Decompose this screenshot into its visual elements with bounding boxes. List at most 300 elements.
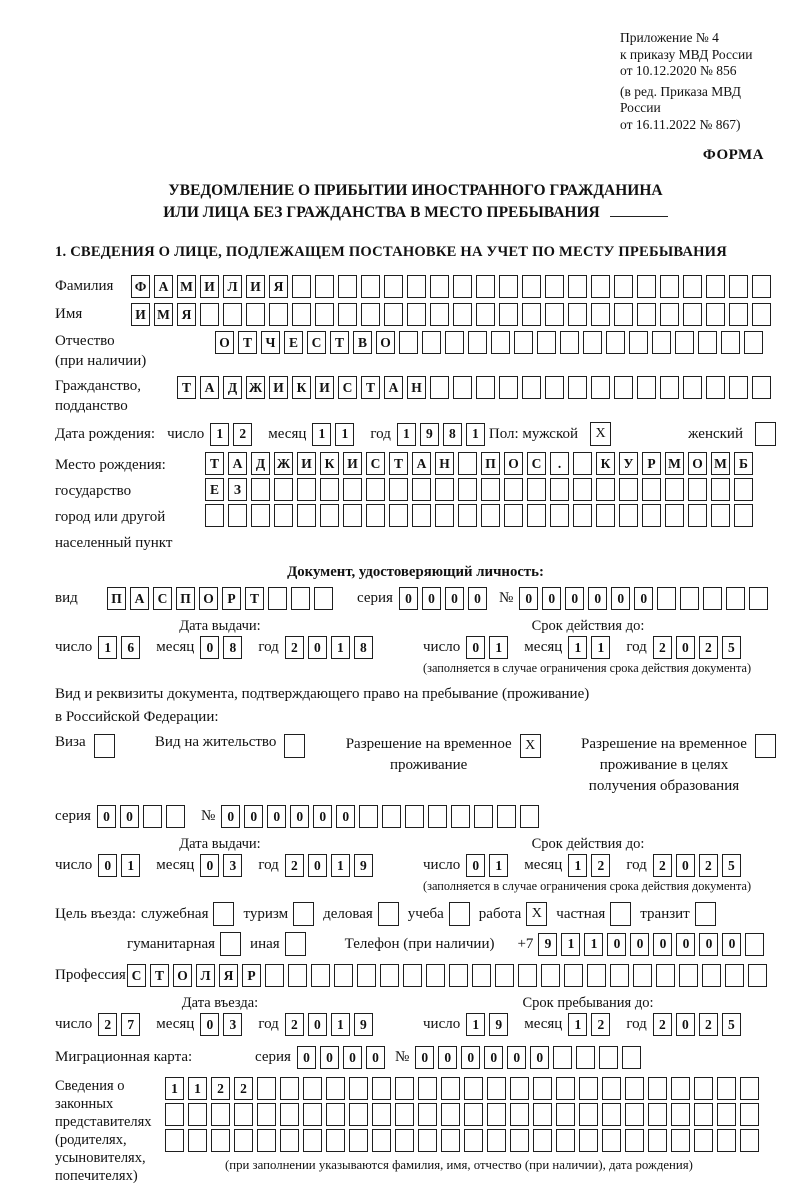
char-cell[interactable]: 2 <box>234 1077 253 1100</box>
char-cell[interactable]: 0 <box>200 854 219 877</box>
char-cell[interactable]: 5 <box>722 1013 741 1036</box>
char-cell[interactable] <box>343 504 362 527</box>
char-cell[interactable]: С <box>366 452 385 475</box>
char-cell[interactable]: 1 <box>331 854 350 877</box>
char-cell[interactable]: 0 <box>676 1013 695 1036</box>
char-cell[interactable] <box>683 275 702 298</box>
char-cell[interactable]: 0 <box>634 587 653 610</box>
char-cell[interactable] <box>596 504 615 527</box>
char-cell[interactable] <box>619 478 638 501</box>
char-cell[interactable]: Р <box>222 587 241 610</box>
char-cell[interactable] <box>504 504 523 527</box>
char-cell[interactable] <box>251 478 270 501</box>
char-cell[interactable]: 1 <box>210 423 229 446</box>
char-cell[interactable] <box>625 1103 644 1126</box>
char-cell[interactable]: 0 <box>308 854 327 877</box>
char-cell[interactable] <box>366 478 385 501</box>
char-cell[interactable] <box>430 275 449 298</box>
char-cell[interactable] <box>357 964 376 987</box>
char-cell[interactable]: Б <box>734 452 753 475</box>
char-cell[interactable]: 8 <box>443 423 462 446</box>
char-cell[interactable]: 0 <box>607 933 626 956</box>
char-cell[interactable]: 2 <box>591 1013 610 1036</box>
char-cell[interactable] <box>472 964 491 987</box>
char-cell[interactable] <box>372 1077 391 1100</box>
char-cell[interactable]: 0 <box>98 854 117 877</box>
char-cell[interactable]: 1 <box>568 854 587 877</box>
char-cell[interactable]: 8 <box>354 636 373 659</box>
char-cell[interactable]: 1 <box>165 1077 184 1100</box>
char-cell[interactable] <box>721 331 740 354</box>
char-cell[interactable]: С <box>153 587 172 610</box>
char-cell[interactable] <box>545 303 564 326</box>
char-cell[interactable]: 2 <box>699 854 718 877</box>
char-cell[interactable] <box>629 331 648 354</box>
char-cell[interactable] <box>752 275 771 298</box>
char-cell[interactable]: 0 <box>565 587 584 610</box>
char-cell[interactable] <box>614 376 633 399</box>
char-cell[interactable] <box>384 303 403 326</box>
char-cell[interactable]: 5 <box>722 854 741 877</box>
char-cell[interactable] <box>591 303 610 326</box>
char-cell[interactable] <box>491 331 510 354</box>
char-cell[interactable] <box>326 1129 345 1152</box>
char-cell[interactable]: Ч <box>261 331 280 354</box>
char-cell[interactable] <box>602 1077 621 1100</box>
char-cell[interactable] <box>251 504 270 527</box>
char-cell[interactable] <box>694 1129 713 1152</box>
char-cell[interactable] <box>143 805 162 828</box>
char-cell[interactable]: 2 <box>591 854 610 877</box>
char-cell[interactable] <box>338 303 357 326</box>
char-cell[interactable] <box>545 275 564 298</box>
char-cell[interactable] <box>412 504 431 527</box>
char-cell[interactable] <box>633 964 652 987</box>
char-cell[interactable] <box>729 275 748 298</box>
char-cell[interactable] <box>660 376 679 399</box>
char-cell[interactable]: Я <box>177 303 196 326</box>
char-cell[interactable] <box>399 331 418 354</box>
char-cell[interactable] <box>625 1129 644 1152</box>
char-cell[interactable] <box>680 587 699 610</box>
char-cell[interactable] <box>752 376 771 399</box>
char-cell[interactable]: 0 <box>676 636 695 659</box>
char-cell[interactable] <box>280 1129 299 1152</box>
char-cell[interactable] <box>435 478 454 501</box>
char-cell[interactable] <box>537 331 556 354</box>
char-cell[interactable]: 0 <box>542 587 561 610</box>
char-cell[interactable]: В <box>353 331 372 354</box>
char-cell[interactable] <box>573 452 592 475</box>
char-cell[interactable] <box>395 1103 414 1126</box>
char-cell[interactable] <box>748 964 767 987</box>
char-cell[interactable] <box>499 303 518 326</box>
char-cell[interactable]: А <box>130 587 149 610</box>
char-cell[interactable] <box>372 1103 391 1126</box>
char-cell[interactable]: И <box>200 275 219 298</box>
char-cell[interactable]: 2 <box>98 1013 117 1036</box>
purpose-other-checkbox[interactable] <box>285 932 306 956</box>
purpose-official-checkbox[interactable] <box>213 902 234 926</box>
char-cell[interactable]: И <box>269 376 288 399</box>
char-cell[interactable] <box>533 1077 552 1100</box>
char-cell[interactable]: 0 <box>366 1046 385 1069</box>
char-cell[interactable] <box>257 1129 276 1152</box>
char-cell[interactable]: Е <box>284 331 303 354</box>
char-cell[interactable] <box>702 964 721 987</box>
char-cell[interactable]: И <box>246 275 265 298</box>
char-cell[interactable]: Д <box>223 376 242 399</box>
char-cell[interactable] <box>166 805 185 828</box>
char-cell[interactable] <box>683 303 702 326</box>
purpose-business-checkbox[interactable] <box>378 902 399 926</box>
char-cell[interactable] <box>657 587 676 610</box>
char-cell[interactable] <box>474 805 493 828</box>
char-cell[interactable] <box>395 1129 414 1152</box>
char-cell[interactable] <box>269 303 288 326</box>
char-cell[interactable] <box>384 275 403 298</box>
char-cell[interactable] <box>292 303 311 326</box>
char-cell[interactable] <box>660 303 679 326</box>
char-cell[interactable]: 2 <box>285 854 304 877</box>
char-cell[interactable] <box>688 478 707 501</box>
char-cell[interactable]: 1 <box>489 636 508 659</box>
char-cell[interactable] <box>556 1129 575 1152</box>
char-cell[interactable]: 0 <box>653 933 672 956</box>
char-cell[interactable] <box>510 1103 529 1126</box>
char-cell[interactable]: П <box>176 587 195 610</box>
char-cell[interactable] <box>591 275 610 298</box>
char-cell[interactable] <box>573 504 592 527</box>
char-cell[interactable]: О <box>504 452 523 475</box>
char-cell[interactable]: 1 <box>591 636 610 659</box>
char-cell[interactable]: М <box>177 275 196 298</box>
char-cell[interactable]: Т <box>389 452 408 475</box>
char-cell[interactable] <box>476 303 495 326</box>
char-cell[interactable] <box>464 1103 483 1126</box>
char-cell[interactable] <box>430 303 449 326</box>
char-cell[interactable] <box>481 504 500 527</box>
char-cell[interactable]: 9 <box>354 854 373 877</box>
char-cell[interactable] <box>744 331 763 354</box>
char-cell[interactable]: 2 <box>653 1013 672 1036</box>
char-cell[interactable]: 3 <box>223 1013 242 1036</box>
char-cell[interactable]: 2 <box>699 1013 718 1036</box>
sex-female-checkbox[interactable] <box>755 422 776 446</box>
char-cell[interactable] <box>165 1129 184 1152</box>
char-cell[interactable] <box>740 1077 759 1100</box>
char-cell[interactable]: И <box>131 303 150 326</box>
char-cell[interactable] <box>740 1129 759 1152</box>
char-cell[interactable] <box>315 303 334 326</box>
char-cell[interactable]: 0 <box>297 1046 316 1069</box>
char-cell[interactable] <box>587 964 606 987</box>
char-cell[interactable] <box>349 1103 368 1126</box>
char-cell[interactable] <box>749 587 768 610</box>
char-cell[interactable]: 0 <box>630 933 649 956</box>
char-cell[interactable] <box>560 331 579 354</box>
char-cell[interactable] <box>514 331 533 354</box>
char-cell[interactable]: 7 <box>121 1013 140 1036</box>
char-cell[interactable]: Ж <box>246 376 265 399</box>
char-cell[interactable]: 2 <box>233 423 252 446</box>
char-cell[interactable]: 0 <box>97 805 116 828</box>
char-cell[interactable] <box>338 275 357 298</box>
char-cell[interactable]: 1 <box>331 636 350 659</box>
char-cell[interactable] <box>520 805 539 828</box>
char-cell[interactable] <box>288 964 307 987</box>
char-cell[interactable] <box>675 331 694 354</box>
char-cell[interactable]: 0 <box>519 587 538 610</box>
char-cell[interactable] <box>200 303 219 326</box>
char-cell[interactable]: С <box>338 376 357 399</box>
char-cell[interactable] <box>703 587 722 610</box>
char-cell[interactable]: З <box>228 478 247 501</box>
char-cell[interactable] <box>706 303 725 326</box>
char-cell[interactable]: Н <box>407 376 426 399</box>
char-cell[interactable] <box>671 1103 690 1126</box>
purpose-private-checkbox[interactable] <box>610 902 631 926</box>
char-cell[interactable]: 0 <box>466 854 485 877</box>
char-cell[interactable] <box>671 1077 690 1100</box>
char-cell[interactable] <box>622 1046 641 1069</box>
char-cell[interactable] <box>453 275 472 298</box>
char-cell[interactable] <box>550 504 569 527</box>
char-cell[interactable] <box>464 1129 483 1152</box>
char-cell[interactable] <box>625 1077 644 1100</box>
char-cell[interactable]: А <box>154 275 173 298</box>
char-cell[interactable] <box>568 376 587 399</box>
char-cell[interactable] <box>314 587 333 610</box>
char-cell[interactable] <box>504 478 523 501</box>
char-cell[interactable]: 2 <box>699 636 718 659</box>
char-cell[interactable] <box>518 964 537 987</box>
char-cell[interactable]: 0 <box>244 805 263 828</box>
char-cell[interactable]: 9 <box>538 933 557 956</box>
char-cell[interactable] <box>268 587 287 610</box>
char-cell[interactable]: 0 <box>676 933 695 956</box>
char-cell[interactable] <box>683 376 702 399</box>
char-cell[interactable] <box>637 275 656 298</box>
char-cell[interactable] <box>510 1077 529 1100</box>
char-cell[interactable] <box>366 504 385 527</box>
char-cell[interactable] <box>487 1103 506 1126</box>
char-cell[interactable] <box>573 478 592 501</box>
char-cell[interactable]: Л <box>196 964 215 987</box>
char-cell[interactable] <box>407 303 426 326</box>
purpose-work-checkbox[interactable]: X <box>526 902 547 926</box>
char-cell[interactable]: 1 <box>466 1013 485 1036</box>
char-cell[interactable] <box>349 1129 368 1152</box>
char-cell[interactable] <box>541 964 560 987</box>
char-cell[interactable]: К <box>292 376 311 399</box>
char-cell[interactable] <box>445 331 464 354</box>
char-cell[interactable]: 6 <box>121 636 140 659</box>
char-cell[interactable] <box>568 275 587 298</box>
char-cell[interactable]: 0 <box>415 1046 434 1069</box>
char-cell[interactable] <box>606 331 625 354</box>
char-cell[interactable] <box>311 964 330 987</box>
char-cell[interactable] <box>527 504 546 527</box>
char-cell[interactable] <box>648 1077 667 1100</box>
char-cell[interactable] <box>449 964 468 987</box>
char-cell[interactable]: 1 <box>489 854 508 877</box>
char-cell[interactable] <box>234 1129 253 1152</box>
char-cell[interactable] <box>211 1129 230 1152</box>
char-cell[interactable]: 0 <box>722 933 741 956</box>
purpose-tourism-checkbox[interactable] <box>293 902 314 926</box>
char-cell[interactable] <box>510 1129 529 1152</box>
char-cell[interactable]: 0 <box>200 636 219 659</box>
char-cell[interactable]: Т <box>361 376 380 399</box>
char-cell[interactable]: Т <box>150 964 169 987</box>
char-cell[interactable]: 0 <box>267 805 286 828</box>
char-cell[interactable] <box>223 303 242 326</box>
char-cell[interactable]: Д <box>251 452 270 475</box>
char-cell[interactable] <box>711 504 730 527</box>
char-cell[interactable] <box>418 1077 437 1100</box>
char-cell[interactable] <box>614 303 633 326</box>
char-cell[interactable] <box>453 303 472 326</box>
char-cell[interactable] <box>205 504 224 527</box>
char-cell[interactable] <box>614 275 633 298</box>
char-cell[interactable]: Ж <box>274 452 293 475</box>
char-cell[interactable]: 1 <box>98 636 117 659</box>
char-cell[interactable] <box>359 805 378 828</box>
char-cell[interactable] <box>706 275 725 298</box>
char-cell[interactable]: 0 <box>221 805 240 828</box>
char-cell[interactable]: 0 <box>313 805 332 828</box>
char-cell[interactable]: 9 <box>420 423 439 446</box>
char-cell[interactable]: 5 <box>722 636 741 659</box>
char-cell[interactable] <box>188 1129 207 1152</box>
char-cell[interactable] <box>487 1077 506 1100</box>
char-cell[interactable] <box>476 275 495 298</box>
char-cell[interactable]: 1 <box>568 1013 587 1036</box>
char-cell[interactable] <box>652 331 671 354</box>
char-cell[interactable]: М <box>665 452 684 475</box>
char-cell[interactable] <box>602 1103 621 1126</box>
residence-permit-checkbox[interactable] <box>284 734 305 758</box>
char-cell[interactable]: 1 <box>466 423 485 446</box>
char-cell[interactable]: А <box>384 376 403 399</box>
char-cell[interactable] <box>579 1077 598 1100</box>
char-cell[interactable] <box>343 478 362 501</box>
char-cell[interactable]: А <box>412 452 431 475</box>
char-cell[interactable] <box>292 275 311 298</box>
char-cell[interactable] <box>648 1129 667 1152</box>
char-cell[interactable] <box>734 504 753 527</box>
char-cell[interactable]: Т <box>205 452 224 475</box>
purpose-study-checkbox[interactable] <box>449 902 470 926</box>
char-cell[interactable]: О <box>376 331 395 354</box>
char-cell[interactable] <box>545 376 564 399</box>
char-cell[interactable] <box>428 805 447 828</box>
char-cell[interactable] <box>422 331 441 354</box>
char-cell[interactable]: 1 <box>188 1077 207 1100</box>
char-cell[interactable]: С <box>127 964 146 987</box>
char-cell[interactable] <box>257 1077 276 1100</box>
char-cell[interactable] <box>361 275 380 298</box>
char-cell[interactable]: М <box>711 452 730 475</box>
char-cell[interactable] <box>315 275 334 298</box>
char-cell[interactable] <box>656 964 675 987</box>
char-cell[interactable] <box>274 478 293 501</box>
char-cell[interactable]: 1 <box>584 933 603 956</box>
char-cell[interactable]: Т <box>177 376 196 399</box>
char-cell[interactable] <box>326 1077 345 1100</box>
char-cell[interactable]: К <box>320 452 339 475</box>
char-cell[interactable] <box>441 1103 460 1126</box>
char-cell[interactable] <box>468 331 487 354</box>
char-cell[interactable]: И <box>343 452 362 475</box>
char-cell[interactable]: П <box>481 452 500 475</box>
char-cell[interactable]: 9 <box>354 1013 373 1036</box>
char-cell[interactable]: 0 <box>445 587 464 610</box>
char-cell[interactable]: С <box>527 452 546 475</box>
char-cell[interactable]: 2 <box>285 636 304 659</box>
char-cell[interactable] <box>583 331 602 354</box>
char-cell[interactable] <box>637 376 656 399</box>
char-cell[interactable] <box>418 1103 437 1126</box>
char-cell[interactable] <box>481 478 500 501</box>
char-cell[interactable]: Р <box>242 964 261 987</box>
char-cell[interactable] <box>610 964 629 987</box>
char-cell[interactable]: 0 <box>507 1046 526 1069</box>
temp-permit-checkbox[interactable]: X <box>520 734 541 758</box>
char-cell[interactable] <box>497 805 516 828</box>
char-cell[interactable]: О <box>215 331 234 354</box>
char-cell[interactable] <box>522 376 541 399</box>
char-cell[interactable] <box>717 1077 736 1100</box>
char-cell[interactable] <box>665 504 684 527</box>
char-cell[interactable] <box>403 964 422 987</box>
char-cell[interactable]: 1 <box>397 423 416 446</box>
char-cell[interactable] <box>591 376 610 399</box>
char-cell[interactable] <box>412 478 431 501</box>
char-cell[interactable] <box>579 1129 598 1152</box>
char-cell[interactable] <box>487 1129 506 1152</box>
char-cell[interactable] <box>274 504 293 527</box>
char-cell[interactable] <box>729 376 748 399</box>
char-cell[interactable] <box>698 331 717 354</box>
char-cell[interactable] <box>619 504 638 527</box>
char-cell[interactable]: 0 <box>290 805 309 828</box>
purpose-transit-checkbox[interactable] <box>695 902 716 926</box>
char-cell[interactable] <box>550 478 569 501</box>
char-cell[interactable] <box>303 1077 322 1100</box>
char-cell[interactable] <box>648 1103 667 1126</box>
char-cell[interactable] <box>441 1129 460 1152</box>
char-cell[interactable] <box>553 1046 572 1069</box>
char-cell[interactable]: О <box>199 587 218 610</box>
char-cell[interactable]: 0 <box>399 587 418 610</box>
char-cell[interactable] <box>596 478 615 501</box>
char-cell[interactable]: 2 <box>211 1077 230 1100</box>
char-cell[interactable]: Т <box>238 331 257 354</box>
char-cell[interactable]: Р <box>642 452 661 475</box>
char-cell[interactable] <box>556 1077 575 1100</box>
char-cell[interactable]: Е <box>205 478 224 501</box>
char-cell[interactable] <box>734 478 753 501</box>
char-cell[interactable] <box>435 504 454 527</box>
char-cell[interactable]: 0 <box>468 587 487 610</box>
char-cell[interactable]: Н <box>435 452 454 475</box>
char-cell[interactable] <box>706 376 725 399</box>
char-cell[interactable] <box>405 805 424 828</box>
char-cell[interactable] <box>694 1103 713 1126</box>
char-cell[interactable] <box>711 478 730 501</box>
